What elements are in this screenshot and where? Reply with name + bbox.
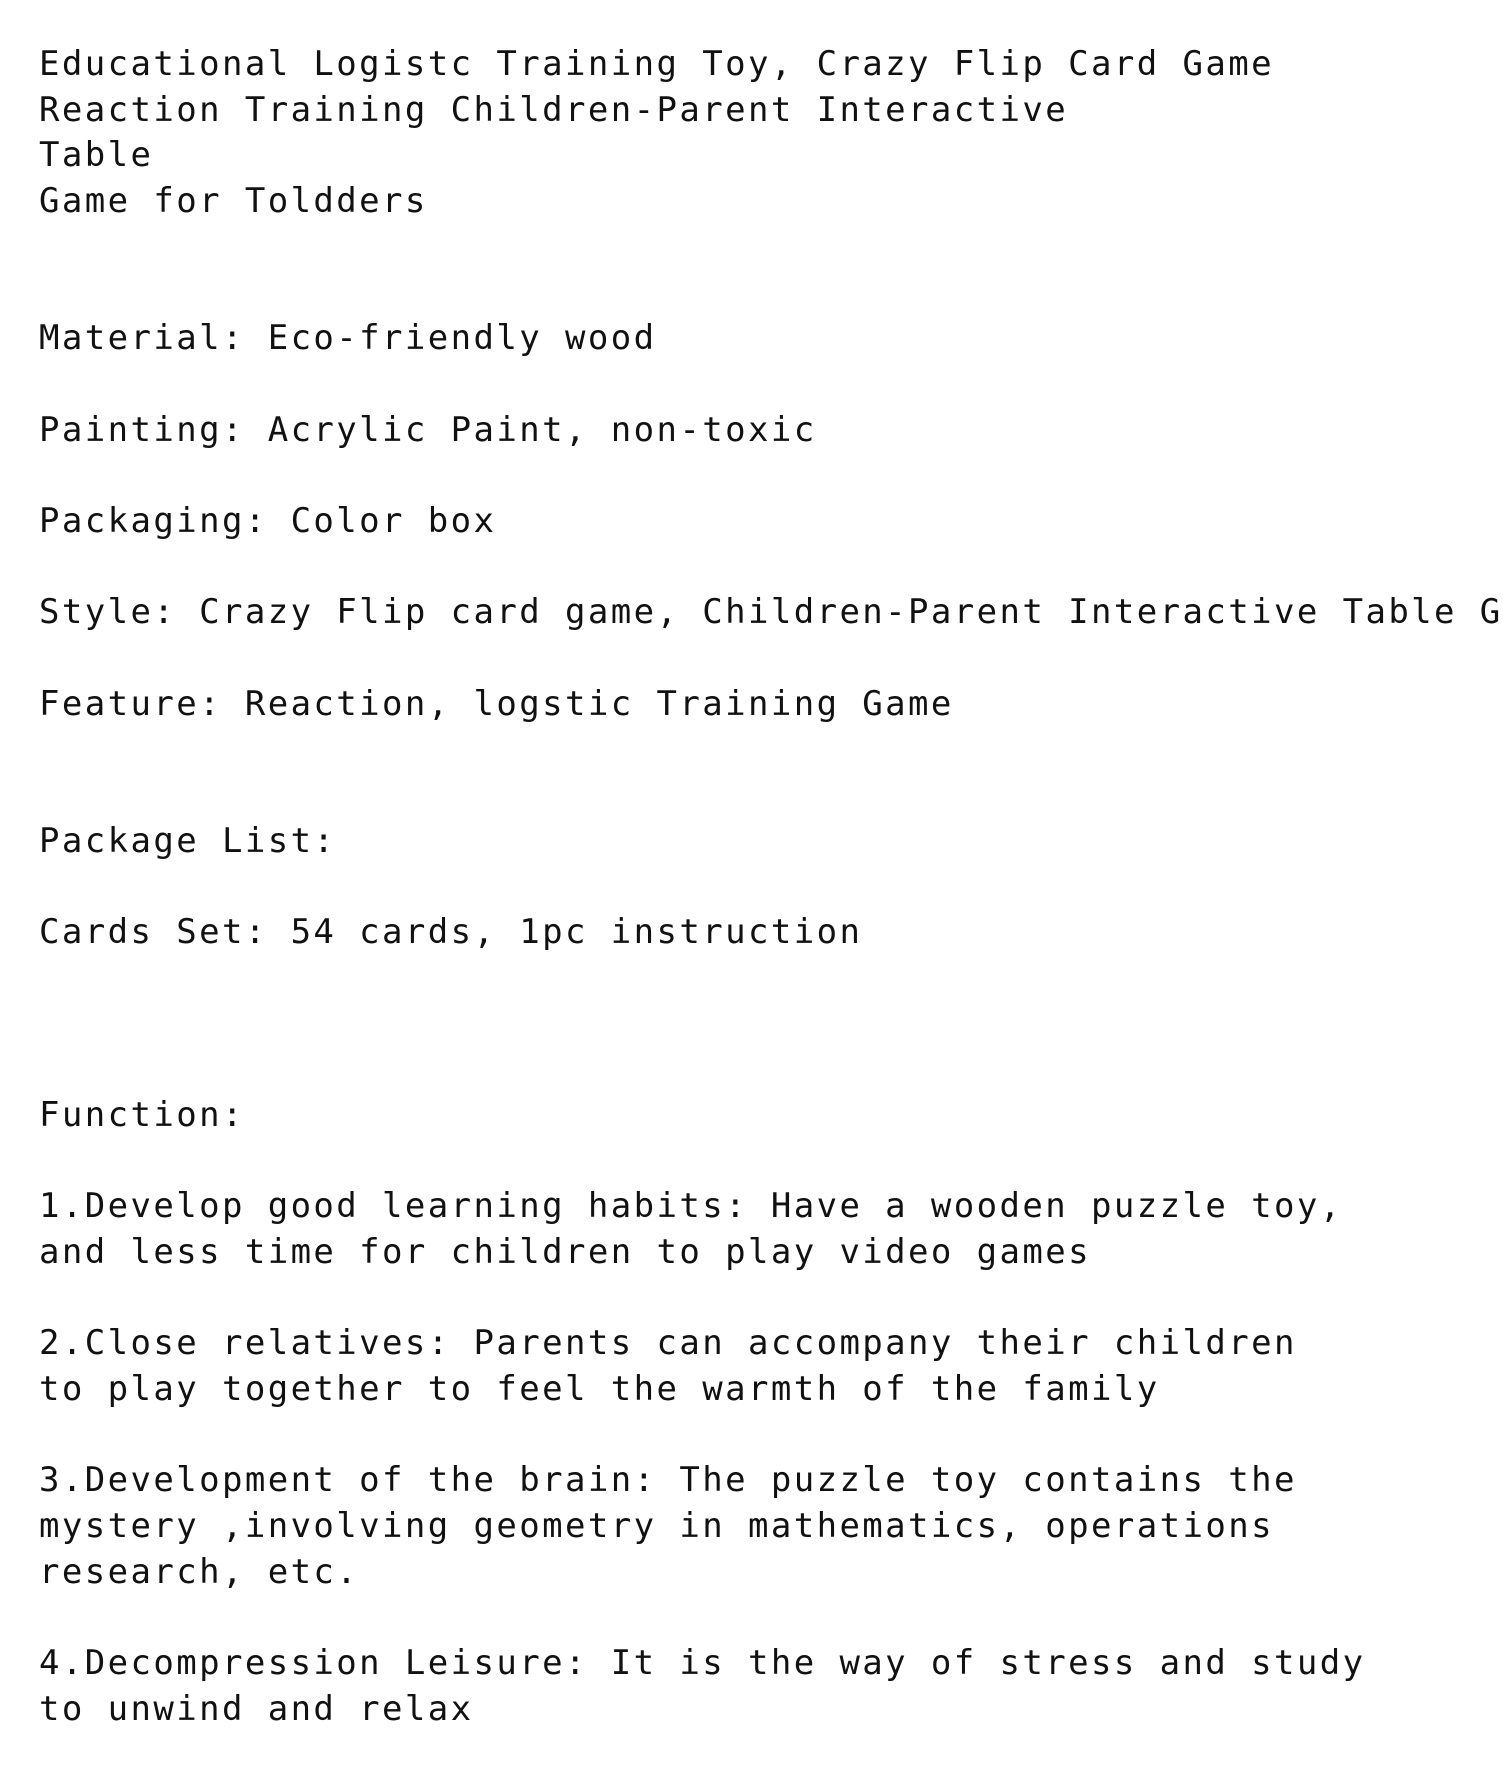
function-item — [39, 1321, 1340, 1412]
package-cards-set: Cards Set: 54 cards, 1pc instruction — [39, 912, 863, 953]
function-item — [39, 1641, 1366, 1732]
spacer — [39, 225, 1340, 316]
function-item-line: 2.Close relatives: Parents can accompany their children — [39, 1323, 1297, 1364]
function-item-line: to play together to feel the warmth of the family — [39, 1369, 1160, 1409]
spec-packaging: Packaging: Color box — [39, 500, 497, 541]
function-item — [39, 1458, 1340, 1595]
spacer — [39, 956, 1340, 1093]
function-item-line: 4.Decompression Leisure: It is the way of stress and study — [39, 1643, 1366, 1684]
spacer — [39, 362, 1340, 408]
title-line: Table — [39, 135, 154, 176]
function-heading: Function: — [39, 1094, 245, 1135]
spacer — [39, 453, 1340, 499]
spacer — [39, 1276, 1340, 1322]
function-item-line: 1.Develop good learning habits: Have a wooden puzzle toy, — [39, 1186, 1343, 1227]
product-title — [39, 42, 1340, 225]
function-item-line: research, etc. — [39, 1551, 360, 1592]
title-line: Game for Toldders — [39, 181, 428, 222]
spec-style: Style: Crazy Flip card game, Children-Parent Interactive Table G — [39, 592, 1503, 633]
function-item-line: and less time for children to play video games — [39, 1231, 1092, 1272]
spacer — [39, 864, 1340, 910]
spacer — [39, 545, 1340, 591]
spec-feature: Feature: Reaction, logstic Training Game — [39, 683, 954, 724]
package-list-heading: Package List: — [39, 820, 337, 861]
function-item-line: 3.Development of the brain: The puzzle toy contains the — [39, 1460, 1297, 1501]
title-line: Reaction Training Children-Parent Interactive — [39, 89, 1069, 130]
product-description — [39, 42, 1503, 1733]
spacer — [39, 1139, 1340, 1185]
title-line: Educational Logistc Training Toy, Crazy Flip Card Game — [39, 44, 1274, 84]
function-item-line: mystery ,involving geometry in mathematics, operations — [39, 1506, 1274, 1547]
function-item — [39, 1184, 1343, 1275]
spacer — [39, 636, 1340, 682]
spacer — [39, 1413, 1340, 1459]
spec-material: Material: Eco-friendly wood — [39, 318, 657, 359]
function-item-line: to unwind and relax — [39, 1688, 474, 1729]
spec-painting: Painting: Acrylic Paint, non-toxic — [39, 409, 817, 450]
spacer — [39, 727, 1340, 818]
spacer — [39, 1595, 1340, 1641]
